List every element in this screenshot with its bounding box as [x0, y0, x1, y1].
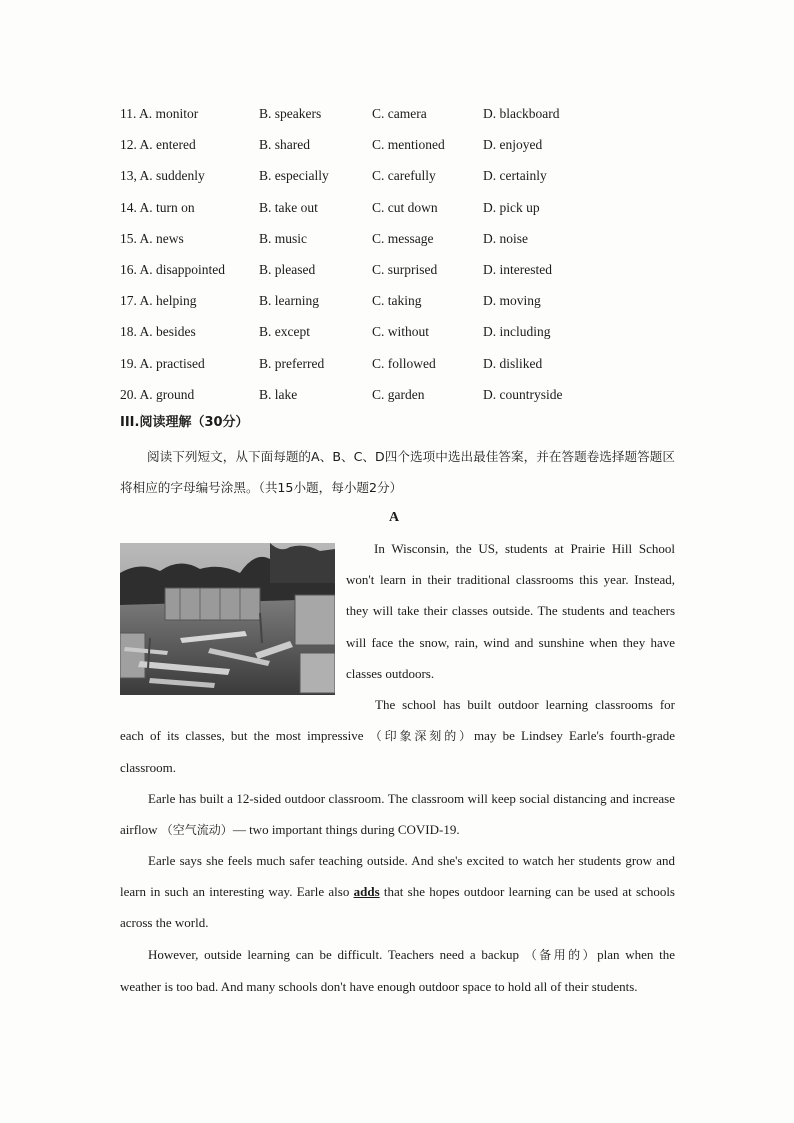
- option-a: 14. A. turn on: [120, 199, 195, 215]
- option-row: [120, 348, 680, 379]
- paragraph-text: may be Lindsey Earle's fourth-grade classroom.: [120, 728, 675, 776]
- option-row: [120, 285, 680, 316]
- paragraph-text: Earle says she feels much safer teaching outside. And she's excited to watch her students grow and learn in such an interesting way. Earle also: [120, 853, 675, 900]
- option-a: 18. A. besides: [120, 324, 196, 340]
- option-d: D. pick up: [483, 199, 540, 215]
- option-row: [120, 379, 680, 410]
- option-d: D. interested: [483, 261, 552, 277]
- option-row: [120, 316, 680, 347]
- option-a: 11. A. monitor: [120, 106, 199, 121]
- outdoor-classroom-photo: [120, 543, 335, 695]
- passage-paragraph: [120, 939, 675, 1002]
- chinese-gloss: （印象深刻的）: [369, 729, 475, 744]
- option-row: [120, 192, 680, 223]
- options-list: [120, 98, 680, 410]
- key-word: adds: [353, 884, 380, 900]
- option-b: B. take out: [259, 199, 318, 215]
- option-a: 16. A. disappointed: [120, 261, 225, 277]
- paragraph-text: that she hopes outdoor learning can be used at schools across the world.: [120, 884, 675, 931]
- option-c: C. garden: [372, 386, 425, 402]
- option-b: B. except: [259, 324, 310, 340]
- passage-paragraph: In Wisconsin, the US, students at Prairie Hill School won't learn in their traditional classrooms this year. Instead, they will take their classes outside. The students and teachers will face the snow, rain, wind and sunshine when they have classes outdoors.: [346, 541, 675, 681]
- passage-paragraph: [120, 845, 675, 939]
- option-c: C. message: [372, 230, 434, 246]
- paragraph-text: Earle has built a 12-sided outdoor classroom. The classroom will keep social distancing and increase airflow: [120, 791, 675, 838]
- option-b: B. speakers: [259, 106, 322, 121]
- paragraph-text: — two important things during COVID-19.: [232, 822, 460, 838]
- option-row: [120, 160, 680, 191]
- option-b: B. lake: [259, 386, 298, 402]
- option-row: [120, 223, 680, 254]
- option-a: 15. A. news: [120, 230, 184, 246]
- passage-label: A: [389, 510, 400, 525]
- passage-paragraph: [120, 689, 675, 784]
- option-d: D. certainly: [483, 168, 547, 184]
- option-c: C. camera: [372, 106, 427, 121]
- paragraph-text: plan when the weather is too bad. And many schools don't have enough outdoor space to hold all of their students.: [120, 947, 675, 995]
- option-b: B. shared: [259, 137, 310, 153]
- option-c: C. without: [372, 324, 430, 340]
- option-c: C. followed: [372, 355, 436, 371]
- option-d: D. blackboard: [483, 106, 560, 121]
- option-row: [120, 254, 680, 285]
- option-c: C. carefully: [372, 168, 436, 184]
- section-instructions: 阅读下列短文，从下面每题的A、B、C、D四个选项中选出最佳答案，并在答题卷选择题答题区将相应的字母编号涂黑。（共15小题，每小题2分）: [120, 449, 675, 495]
- chinese-gloss: （空气流动）: [160, 823, 233, 838]
- option-c: C. surprised: [372, 261, 438, 277]
- option-c: C. mentioned: [372, 137, 445, 153]
- option-d: D. countryside: [483, 386, 563, 402]
- section-title: III.阅读理解（30分）: [120, 415, 249, 430]
- option-a: 17. A. helping: [120, 293, 197, 309]
- chinese-gloss: （备用的）: [524, 948, 598, 962]
- option-d: D. including: [483, 324, 551, 340]
- option-d: D. moving: [483, 293, 541, 309]
- option-b: B. learning: [259, 293, 319, 309]
- option-a: 20. A. ground: [120, 386, 195, 402]
- passage-paragraph: [120, 783, 675, 846]
- option-d: D. enjoyed: [483, 137, 543, 153]
- option-row: [120, 98, 680, 129]
- option-b: B. pleased: [259, 261, 316, 277]
- option-a: 19. A. practised: [120, 355, 205, 371]
- option-c: C. taking: [372, 293, 422, 309]
- option-b: B. especially: [259, 168, 329, 184]
- option-c: C. cut down: [372, 199, 438, 215]
- paragraph-text: The school has built outdoor learning classrooms for each of its classes, but the most impressive: [120, 697, 675, 744]
- option-a: 13, A. suddenly: [120, 168, 205, 184]
- option-d: D. noise: [483, 230, 528, 246]
- option-d: D. disliked: [483, 355, 543, 371]
- option-b: B. preferred: [259, 355, 325, 371]
- option-b: B. music: [259, 230, 308, 246]
- option-a: 12. A. entered: [120, 137, 196, 153]
- paragraph-text: However, outside learning can be difficult. Teachers need a backup: [148, 947, 525, 962]
- option-row: [120, 129, 680, 160]
